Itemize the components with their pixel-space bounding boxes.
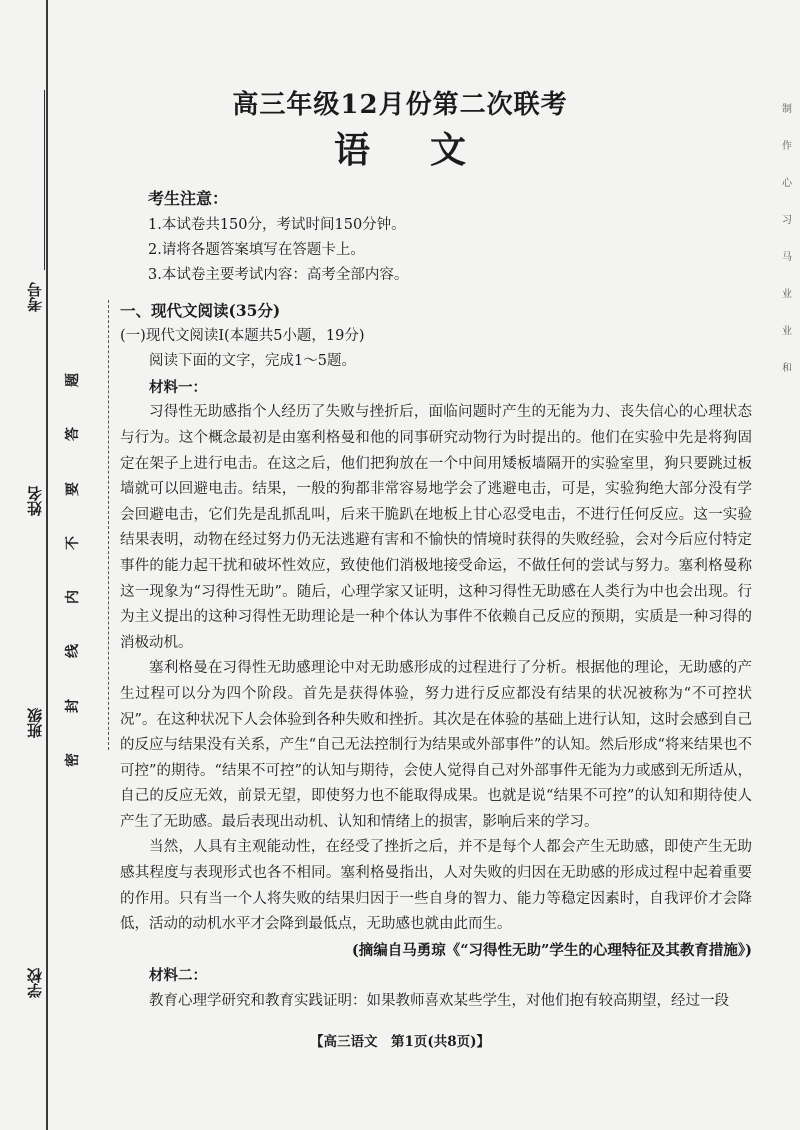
bleed-char: 习 bbox=[782, 215, 792, 226]
instruction: 阅读下面的文字，完成1～5题。 bbox=[149, 353, 356, 370]
notice-item: 1.本试卷共150分，考试时间150分钟。 bbox=[148, 217, 406, 233]
notice-item: 3.本试卷主要考试内容：高考全部内容。 bbox=[148, 267, 409, 283]
bleed-char: 马 bbox=[782, 252, 792, 263]
paragraph: 教育心理学研究和教育实践证明：如果教师喜欢某些学生，对他们抱有较高期望，经过一段 bbox=[149, 993, 729, 1010]
name-label: 姓名 bbox=[26, 486, 44, 516]
material-two-label: 材料二： bbox=[149, 967, 207, 985]
section-heading: 一、现代文阅读(35分) bbox=[120, 301, 281, 320]
seal-warning-column bbox=[62, 370, 82, 770]
notice-heading: 考生注意： bbox=[148, 189, 229, 208]
seal-char: 不 bbox=[65, 535, 81, 550]
subsection-heading: (一)现代文阅读Ⅰ(本题共5小题，19分) bbox=[120, 327, 365, 344]
class-label: 班级 bbox=[26, 708, 44, 738]
seal-char: 内 bbox=[65, 590, 81, 605]
subject-title: 语文 bbox=[333, 129, 526, 171]
paragraph: 塞利格曼在习得性无助感理论中对无助感形成的过程进行了分析。根据他的理论，无助感的产生过程可以分为四个阶段。首先是获得体验，努力进行反应都没有结果的状况被称为“不可控状况”。在这种状况下人会体验到各种失败和挫折。其次是在体验的基础上进行认知，这时会感到自己的反应与结果没有关系，产生“自己无法控制行为结果或外部事件”的认知。然后形成“将来结果也不可控”的期待。“结果不可控”的认知与期待，会使人觉得自己对外部事件无能为力或感到无所适从，自己的反应无效，前景无望，即使努力也不能取得成果。也就是说“结果不可控”的认知和期待使人产生了无助感。最后表现出动机、认知和情绪上的损害，影响后来的学习。 bbox=[120, 660, 752, 830]
seal-char: 答 bbox=[65, 427, 81, 442]
seal-char: 要 bbox=[65, 481, 81, 496]
bleed-char: 心 bbox=[782, 178, 792, 189]
bleed-char: 业 bbox=[782, 289, 792, 300]
reading-section bbox=[120, 298, 752, 1015]
seal-char: 题 bbox=[65, 373, 81, 387]
paragraph: 习得性无助感指个人经历了失败与挫折后，面临问题时产生的无能为力、丧失信心的心理状态与行为。这个概念最初是由塞利格曼和他的同事研究动物行为时提出的。他们在实验中先是将狗固定在架子上进行电击。在这之后，他们把狗放在一个中间用矮板墙隔开的实验室里，狗只要跳过板墙就可以回避电击。结果，一般的狗都非常容易地学会了逃避电击，可是，实验狗绝大部分没有学会回避电击，它们先是乱抓乱叫，后来干脆趴在地板上甘心忍受电击，不进行任何反应。这一实验结果表明，动物在经过努力仍无法逃避有害和不愉快的情境时获得的失败经验，会对今后应付特定事件的能力起干扰和破坏性效应，致使他们消极地接受命运，不做任何的尝试与努力。塞利格曼称这一现象为“习得性无助”。随后，心理学家又证明，这种习得性无助感在人类行为中也会出现。行为主义提出的这种习得性无助理论是一种个体认为事件不依赖自己反应的预期，实质是一种习得的消极动机。 bbox=[120, 404, 752, 651]
paragraph: 当然，人具有主观能动性，在经受了挫折之后，并不是每个人都会产生无助感，即使产生无助感其程度与表现形式也各不相同。塞利格曼指出，人对失败的归因在无助感的形成过程中起着重要的作用。只有当一个人将失败的结果归因于一些自身的智力、能力等稳定因素时，自我评价才会降低，活动的动机水平才会降到最低点，无助感也就由此而生。 bbox=[120, 839, 752, 933]
school-label: 学校 bbox=[26, 968, 44, 998]
bleed-char: 业 bbox=[782, 326, 792, 337]
seal-char: 封 bbox=[65, 698, 81, 713]
notice-item: 2.请将各题答案填写在答题卡上。 bbox=[148, 242, 365, 258]
source-citation: (摘编自马勇琼《“习得性无助”学生的心理特征及其教育措施》) bbox=[351, 941, 752, 959]
bleed-char: 和 bbox=[782, 363, 792, 374]
seal-dashed-line bbox=[108, 300, 109, 750]
exam-number-label: 考号 bbox=[26, 282, 44, 312]
seal-char: 密 bbox=[65, 752, 81, 767]
material-one-label: 材料一： bbox=[149, 378, 207, 396]
candidate-notice bbox=[148, 186, 708, 288]
bleed-char: 制 bbox=[782, 104, 792, 115]
seal-char: 线 bbox=[65, 644, 81, 659]
exam-title: 高三年级12月份第二次联考 bbox=[232, 90, 568, 120]
page-footer: 【高三语文 第1页(共8页)】 bbox=[309, 1034, 491, 1050]
bleed-char: 作 bbox=[782, 141, 792, 152]
